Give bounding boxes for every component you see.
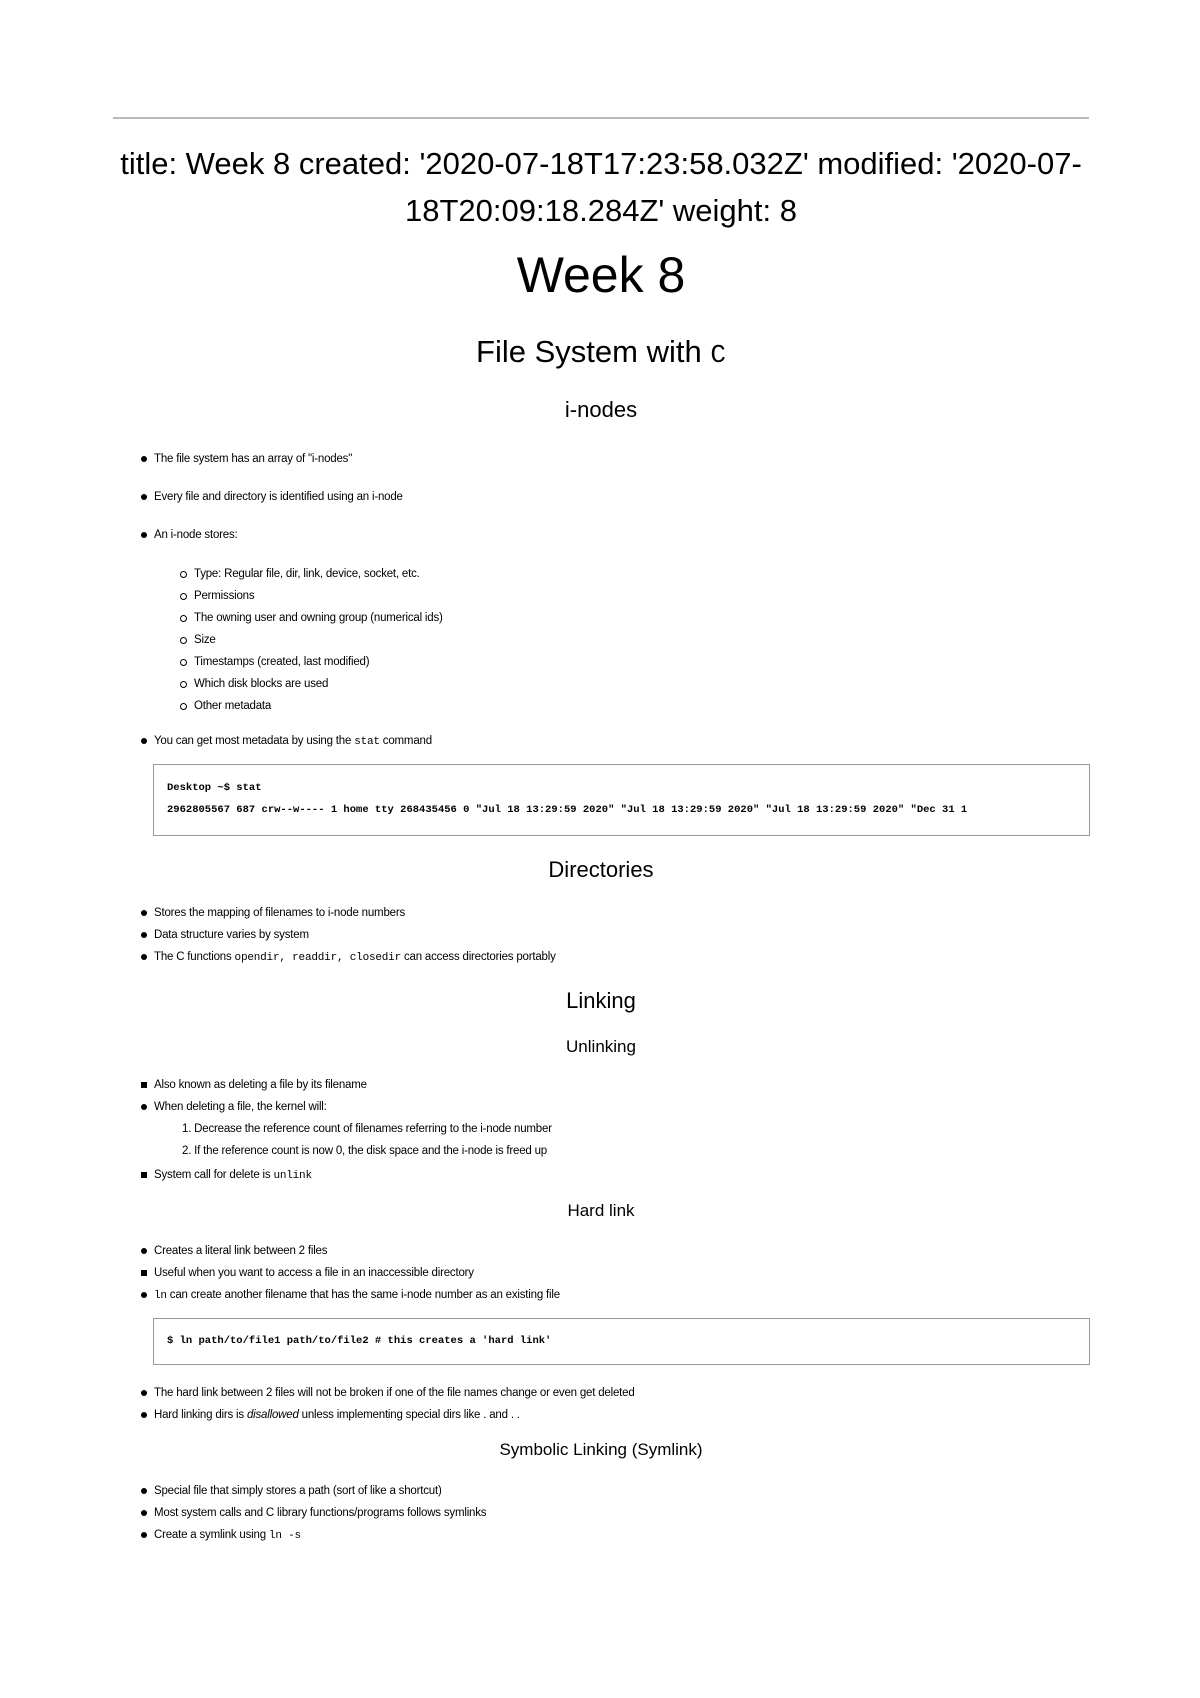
text: can access directories portably — [400, 951, 556, 963]
heading-linking: Linking — [566, 988, 636, 1013]
sub-list-item: Permissions — [194, 590, 255, 602]
list-item: Also known as deleting a file by its filename — [154, 1079, 367, 1091]
list-item: When deleting a file, the kernel will: — [154, 1101, 327, 1113]
square-bullet-icon — [141, 1172, 147, 1178]
list-item: Creates a literal link between 2 files — [154, 1245, 328, 1257]
bullet-icon — [141, 1248, 147, 1254]
bullet-icon — [141, 954, 147, 960]
numbered-item: 2. If the reference count is now 0, the disk space and the i-node is freed up — [182, 1145, 547, 1157]
heading-inodes: i-nodes — [564, 397, 638, 422]
bullet-icon — [141, 1390, 147, 1396]
text: Create a symlink using — [154, 1529, 269, 1541]
bullet-icon — [141, 532, 147, 538]
list-item: Useful when you want to access a file in an inaccessible directory — [154, 1267, 474, 1279]
bullet-icon — [141, 738, 147, 744]
list-item-unlink — [154, 1167, 312, 1184]
section-heading-text: File System with — [476, 334, 711, 369]
text: can create another filename that has the same i-node number as an existing file — [166, 1289, 560, 1301]
inline-code: stat — [354, 736, 380, 748]
circle-bullet-icon — [180, 659, 187, 666]
circle-bullet-icon — [180, 615, 187, 622]
sub-list-item: Type: Regular file, dir, link, device, socket, etc. — [194, 568, 420, 580]
front-matter: title: Week 8 created: '2020-07-18T17:23:58.032Z' modified: '2020-07-18T20:09:18.284Z' weight: 8 — [120, 146, 1082, 228]
horizontal-rule — [113, 117, 1089, 119]
heading-unlinking: Unlinking — [566, 1037, 636, 1056]
list-item: Special file that simply stores a path (sort of like a shortcut) — [154, 1485, 442, 1497]
inline-code: ln -s — [268, 1530, 301, 1542]
list-item: Stores the mapping of filenames to i-node numbers — [154, 907, 406, 919]
code-line: $ ln path/to/file1 path/to/file2 # this creates a 'hard link' — [167, 1335, 552, 1347]
page-title: Week 8 — [516, 247, 686, 303]
circle-bullet-icon — [180, 637, 187, 644]
section-heading-file-system — [113, 333, 1089, 374]
list-item-ln — [154, 1287, 560, 1304]
code-line: 2962805567 687 crw--w---- 1 home tty 268435456 0 "Jul 18 13:29:59 2020" "Jul 18 13:29:59 2020" "Jul 18 13:29:59 2020" "Dec 31 1 — [167, 804, 968, 816]
section-heading-code: C — [710, 340, 726, 370]
bullet-icon — [141, 1488, 147, 1494]
code-block-ln — [153, 1318, 1090, 1365]
bullet-icon — [141, 494, 147, 500]
list-item-symlink — [154, 1527, 301, 1544]
bullet-icon — [141, 1510, 147, 1516]
text: The C functions — [154, 951, 235, 963]
list-item: Every file and directory is identified using an i-node — [154, 491, 403, 503]
list-item: An i-node stores: — [154, 529, 238, 541]
bullet-icon — [141, 1532, 147, 1538]
inline-code: ln — [154, 1290, 167, 1302]
inline-code: opendir, readdir, closedir — [234, 952, 401, 964]
circle-bullet-icon — [180, 681, 187, 688]
heading-directories: Directories — [548, 857, 654, 882]
bullet-icon — [141, 910, 147, 916]
square-bullet-icon — [141, 1082, 147, 1088]
bullet-icon — [141, 1292, 147, 1298]
code-line: Desktop ~$ stat — [167, 782, 262, 794]
code-block-stat — [153, 764, 1090, 836]
circle-bullet-icon — [180, 703, 187, 710]
text: Hard linking dirs is — [154, 1409, 247, 1421]
sub-list-item: Size — [194, 634, 216, 646]
sub-list-item: The owning user and owning group (numerical ids) — [194, 612, 443, 624]
list-item: The hard link between 2 files will not be broken if one of the file names change or even get deleted — [154, 1387, 635, 1399]
bullet-icon — [141, 932, 147, 938]
emphasis-text: disallowed — [246, 1409, 299, 1421]
circle-bullet-icon — [180, 593, 187, 600]
circle-bullet-icon — [180, 571, 187, 578]
text: You can get most metadata by using the — [154, 735, 355, 747]
text: System call for delete is — [154, 1169, 274, 1181]
list-item-hard-dirs — [154, 1407, 520, 1423]
bullet-icon — [141, 1412, 147, 1418]
sub-list-item: Timestamps (created, last modified) — [194, 656, 370, 668]
bullet-icon — [141, 1104, 147, 1110]
list-item-c-functions — [154, 949, 556, 966]
text: command — [379, 735, 432, 747]
bullet-icon — [141, 456, 147, 462]
list-item-stat — [154, 733, 432, 750]
heading-symlink: Symbolic Linking (Symlink) — [499, 1440, 703, 1459]
sub-list-item: Which disk blocks are used — [194, 678, 329, 690]
text: unless implementing special dirs like . and . . — [298, 1409, 520, 1421]
inline-code: unlink — [273, 1170, 312, 1182]
heading-hard-link: Hard link — [567, 1201, 635, 1220]
list-item: Data structure varies by system — [154, 929, 309, 941]
list-item: The file system has an array of "i-nodes" — [154, 453, 353, 465]
list-item: Most system calls and C library functions/programs follows symlinks — [154, 1507, 487, 1519]
numbered-item: 1. Decrease the reference count of filenames referring to the i-node number — [182, 1123, 552, 1135]
square-bullet-icon — [141, 1270, 147, 1276]
sub-list-item: Other metadata — [194, 700, 272, 712]
